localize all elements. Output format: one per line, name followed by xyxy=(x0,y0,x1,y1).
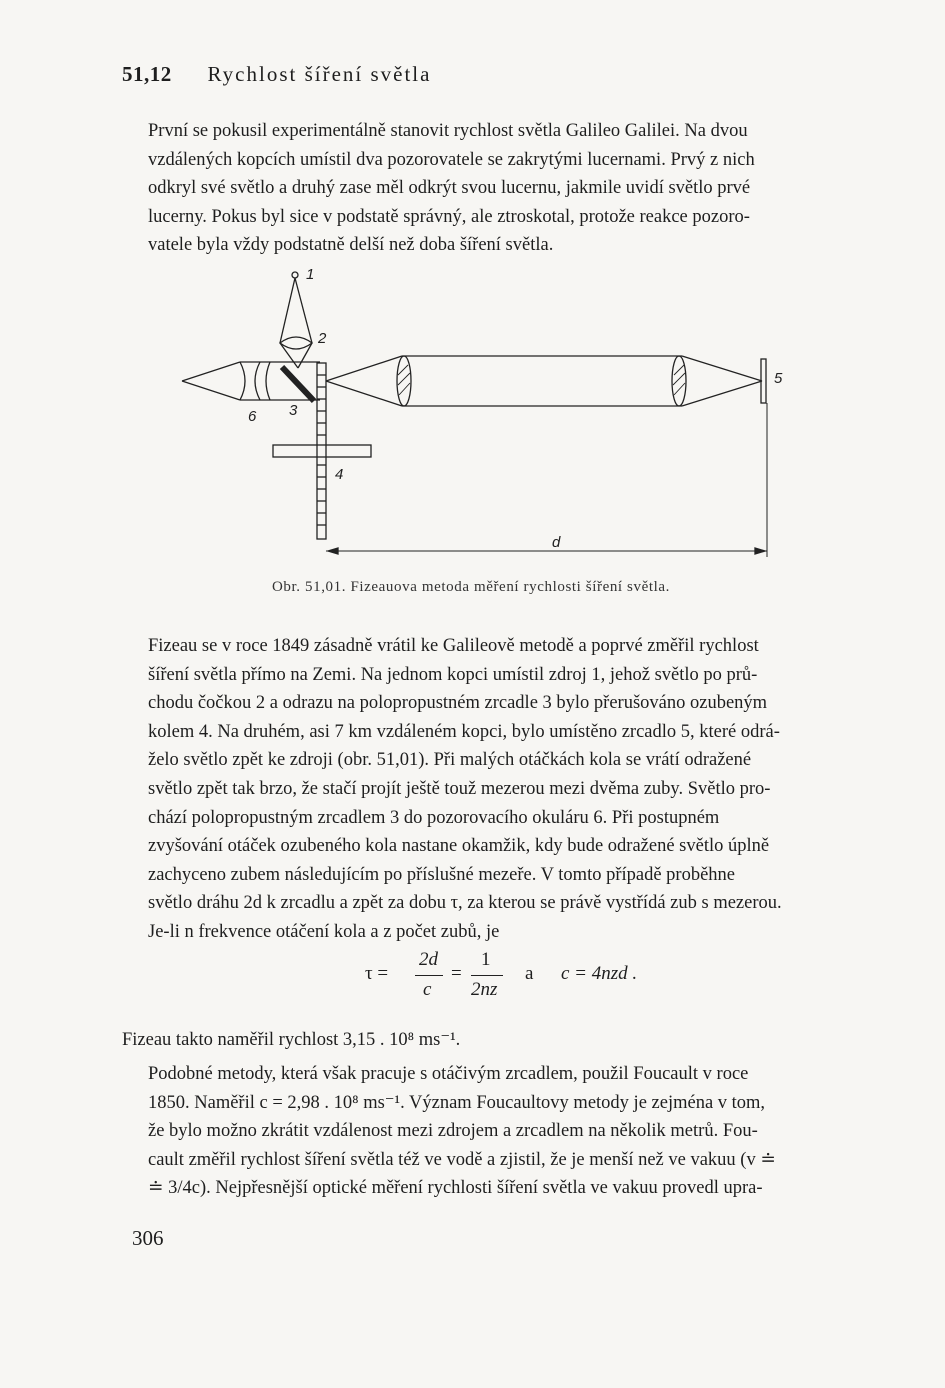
text-line: Fizeau se v roce 1849 zásadně vrátil ke Galileově metodě a poprvé změřil rychlost xyxy=(148,636,759,656)
fizeau-paragraph xyxy=(122,632,894,947)
text-line: 1850. Naměřil c = 2,98 . 10⁸ ms⁻¹. Význam Foucaultovy metody je zejména v tom, xyxy=(148,1092,766,1113)
formula-num1: 2d xyxy=(419,949,438,970)
fizeau-apparatus-diagram xyxy=(170,265,790,565)
label-wheel: 4 xyxy=(335,466,344,483)
half-mirror-icon xyxy=(282,367,314,401)
text-line: světlo zpět tak brzo, že stačí projít ještě touž mezerou mezi dvěma zuby. Světlo pro- xyxy=(148,778,771,799)
label-mirror: 5 xyxy=(774,370,783,387)
text-line: zachyceno zubem následujícím po příslušné mezeře. V tomto případě proběhne xyxy=(148,864,736,885)
fraction-bar xyxy=(415,975,443,976)
formula-den2: 2nz xyxy=(471,979,498,1000)
beam-line xyxy=(682,356,762,381)
text-line: zvyšování otáček ozubeného kola nastane okamžik, kdy bude odražené světlo úplně xyxy=(148,836,770,857)
formula xyxy=(365,945,685,1007)
eyepiece-lens-icon xyxy=(266,362,270,400)
label-eyepiece: 6 xyxy=(248,408,257,425)
text-line: kolem 4. Na druhém, asi 7 km vzdáleném kopci, bylo umístěno zrcadlo 5, které odrá- xyxy=(148,721,780,742)
text-line: odkryl své světlo a druhý zase měl odkrýt svou lucernu, jakmile uvidí světlo prvé xyxy=(148,178,751,199)
beam-line xyxy=(280,343,298,368)
text-line: Je-li n frekvence otáčení kola a z počet zubů, je xyxy=(148,921,500,942)
section-title: Rychlost šíření světla xyxy=(207,62,432,86)
beam-line xyxy=(182,381,240,400)
label-distance: d xyxy=(552,534,561,551)
text-line: vzdálených kopcích umístil dva pozorovatele se zakrytými lucernami. Prvý z nich xyxy=(148,149,755,170)
section-number: 51,12 xyxy=(122,62,172,86)
beam-line xyxy=(682,381,762,406)
collimator-lens-icon xyxy=(397,356,411,406)
light-source-point xyxy=(292,272,298,278)
text-line: První se pokusil experimentálně stanovit rychlost světla Galileo Galilei. Na dvou xyxy=(148,121,748,141)
formula-rhs: c = 4nzd . xyxy=(561,963,638,984)
label-half-mirror: 3 xyxy=(289,402,298,419)
formula-conj: a xyxy=(525,963,534,984)
section-heading xyxy=(122,62,431,87)
text-line: želo světlo zpět ke zdroji (obr. 51,01). Při malých otáčkách kola se vrátí odražené xyxy=(148,750,752,771)
beam-line xyxy=(326,381,402,406)
figure-caption: Obr. 51,01. Fizeauova metoda měření rychlosti šíření světla. xyxy=(272,579,670,595)
intro-paragraph xyxy=(122,117,894,260)
text-line: že bylo možno zkrátit vzdálenost mezi zdrojem a zrcadlem na několik metrů. Fou- xyxy=(148,1121,758,1142)
result-line: Fizeau takto naměřil rychlost 3,15 . 10⁸ ms⁻¹. xyxy=(122,1030,461,1050)
formula-den1: c xyxy=(423,979,432,1000)
text-line: světlo dráhu 2d k zrcadlu a zpět za dobu τ, za kterou se právě vystřídá zub s mezerou. xyxy=(148,893,782,914)
page-number: 306 xyxy=(132,1226,164,1250)
text-line: chází polopropustným zrcadlem 3 do pozorovacího okuláru 6. Při postupném xyxy=(148,807,720,828)
text-line: lucerny. Pokus byl sice v podstatě správný, ale ztroskotal, protože reakce pozoro- xyxy=(148,206,750,227)
formula-tau: τ = xyxy=(365,963,389,984)
text-line: Podobné metody, která však pracuje s otáčivým zrcadlem, použil Foucault v roce xyxy=(148,1064,749,1084)
collimator-lens-icon xyxy=(672,356,686,406)
eyepiece-lens-icon xyxy=(240,362,245,400)
wheel-axle-icon xyxy=(273,445,371,457)
lens-icon xyxy=(280,337,312,349)
beam-line xyxy=(280,278,295,343)
fraction-bar xyxy=(471,975,503,976)
text-line: šíření světla přímo na Zemi. Na jednom kopci umístil zdroj 1, jehož světlo po prů- xyxy=(148,664,758,685)
beam-line xyxy=(295,278,312,343)
text-line: vatele byla vždy podstatně delší než doba šíření světla. xyxy=(148,235,554,256)
text-line: ≐ 3/4c). Nejpřesnější optické měření rychlosti šíření světla ve vakuu provedl upra- xyxy=(148,1178,763,1199)
eyepiece-lens-icon xyxy=(255,362,260,400)
beam-line xyxy=(326,356,402,381)
text-line: cault změřil rychlost šíření světla též ve vodě a zjistil, že je menší než ve vakuu (v ≐ xyxy=(148,1149,776,1170)
formula-eq: = xyxy=(451,963,462,984)
text-line: chodu čočkou 2 a odrazu na polopropustném zrcadle 3 bylo přerušováno ozubeným xyxy=(148,693,768,714)
beam-line xyxy=(182,362,240,381)
foucault-paragraph xyxy=(122,1060,894,1203)
label-lens: 2 xyxy=(318,330,327,347)
label-source: 1 xyxy=(306,266,315,283)
formula-num2: 1 xyxy=(481,949,491,970)
